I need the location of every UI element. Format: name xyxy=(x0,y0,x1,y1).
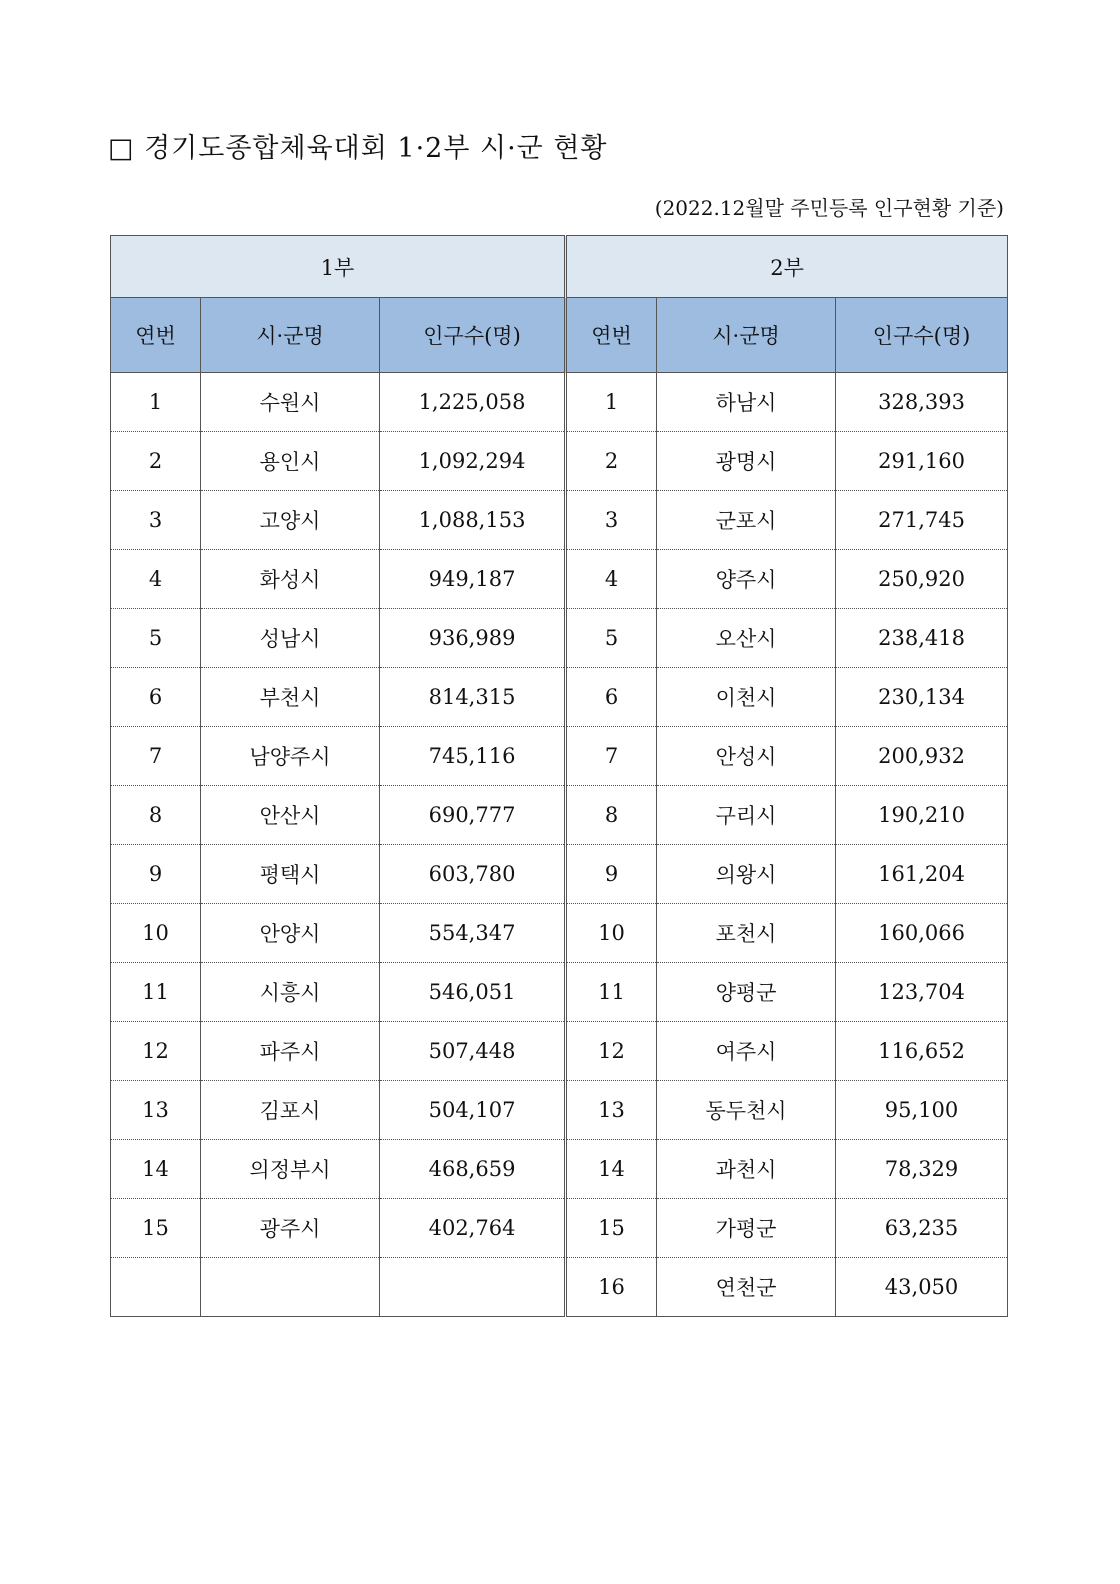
population-cell: 402,764 xyxy=(380,1199,566,1258)
city-name-cell: 연천군 xyxy=(657,1258,836,1317)
population-cell: 814,315 xyxy=(380,668,566,727)
column-header-population: 인구수(명) xyxy=(836,298,1008,373)
table-row xyxy=(111,609,1008,668)
city-name-cell: 부천시 xyxy=(201,668,380,727)
row-no-cell: 11 xyxy=(566,963,657,1022)
city-name-cell: 포천시 xyxy=(657,904,836,963)
table-row xyxy=(111,373,1008,432)
city-name-cell: 화성시 xyxy=(201,550,380,609)
column-header-no: 연번 xyxy=(566,298,657,373)
row-no-cell: 15 xyxy=(111,1199,201,1258)
table-row xyxy=(111,550,1008,609)
row-no-cell: 15 xyxy=(566,1199,657,1258)
population-cell: 116,652 xyxy=(836,1022,1008,1081)
group-header-2: 2부 xyxy=(566,236,1008,298)
table-row xyxy=(111,963,1008,1022)
column-header-population: 인구수(명) xyxy=(380,298,566,373)
population-cell: 554,347 xyxy=(380,904,566,963)
population-cell: 690,777 xyxy=(380,786,566,845)
row-no-cell: 6 xyxy=(566,668,657,727)
population-cell: 190,210 xyxy=(836,786,1008,845)
row-no-cell xyxy=(111,1258,201,1317)
population-cell: 160,066 xyxy=(836,904,1008,963)
city-name-cell: 군포시 xyxy=(657,491,836,550)
row-no-cell: 14 xyxy=(566,1140,657,1199)
row-no-cell: 13 xyxy=(111,1081,201,1140)
row-no-cell: 8 xyxy=(111,786,201,845)
table-row xyxy=(111,904,1008,963)
row-no-cell: 10 xyxy=(566,904,657,963)
population-cell: 328,393 xyxy=(836,373,1008,432)
population-cell: 161,204 xyxy=(836,845,1008,904)
row-no-cell: 5 xyxy=(111,609,201,668)
row-no-cell: 1 xyxy=(111,373,201,432)
group-header-row xyxy=(111,236,1008,298)
row-no-cell: 8 xyxy=(566,786,657,845)
row-no-cell: 16 xyxy=(566,1258,657,1317)
city-name-cell: 오산시 xyxy=(657,609,836,668)
city-name-cell: 의왕시 xyxy=(657,845,836,904)
city-name-cell: 양주시 xyxy=(657,550,836,609)
row-no-cell: 13 xyxy=(566,1081,657,1140)
table-row xyxy=(111,1140,1008,1199)
table-row xyxy=(111,1258,1008,1317)
row-no-cell: 9 xyxy=(566,845,657,904)
row-no-cell: 6 xyxy=(111,668,201,727)
row-no-cell: 3 xyxy=(111,491,201,550)
population-cell: 1,225,058 xyxy=(380,373,566,432)
table-row xyxy=(111,1081,1008,1140)
column-header-city: 시·군명 xyxy=(201,298,380,373)
table-row xyxy=(111,491,1008,550)
group-header-1: 1부 xyxy=(111,236,566,298)
page-title: □ 경기도종합체육대회 1·2부 시·군 현황 xyxy=(108,133,608,164)
population-cell: 504,107 xyxy=(380,1081,566,1140)
city-name-cell: 남양주시 xyxy=(201,727,380,786)
population-cell: 43,050 xyxy=(836,1258,1008,1317)
population-cell: 1,092,294 xyxy=(380,432,566,491)
city-name-cell: 파주시 xyxy=(201,1022,380,1081)
population-cell: 200,932 xyxy=(836,727,1008,786)
city-name-cell: 안양시 xyxy=(201,904,380,963)
row-no-cell: 2 xyxy=(111,432,201,491)
city-name-cell: 의정부시 xyxy=(201,1140,380,1199)
table-body xyxy=(111,373,1008,1317)
row-no-cell: 5 xyxy=(566,609,657,668)
city-name-cell: 가평군 xyxy=(657,1199,836,1258)
city-name-cell: 여주시 xyxy=(657,1022,836,1081)
row-no-cell: 14 xyxy=(111,1140,201,1199)
population-cell xyxy=(380,1258,566,1317)
population-cell: 936,989 xyxy=(380,609,566,668)
population-cell: 78,329 xyxy=(836,1140,1008,1199)
population-cell: 230,134 xyxy=(836,668,1008,727)
data-basis-note: (2022.12월말 주민등록 인구현황 기준) xyxy=(654,196,1004,220)
table-row xyxy=(111,727,1008,786)
table-row xyxy=(111,1199,1008,1258)
city-name-cell: 김포시 xyxy=(201,1081,380,1140)
city-name-cell: 하남시 xyxy=(657,373,836,432)
row-no-cell: 12 xyxy=(111,1022,201,1081)
city-name-cell: 과천시 xyxy=(657,1140,836,1199)
column-header-city: 시·군명 xyxy=(657,298,836,373)
population-cell: 63,235 xyxy=(836,1199,1008,1258)
row-no-cell: 11 xyxy=(111,963,201,1022)
population-cell: 238,418 xyxy=(836,609,1008,668)
table-row xyxy=(111,668,1008,727)
city-name-cell: 광명시 xyxy=(657,432,836,491)
city-name-cell: 시흥시 xyxy=(201,963,380,1022)
column-header-row xyxy=(111,298,1008,373)
row-no-cell: 4 xyxy=(566,550,657,609)
population-cell: 1,088,153 xyxy=(380,491,566,550)
row-no-cell: 3 xyxy=(566,491,657,550)
population-table xyxy=(110,235,1008,1317)
population-cell: 468,659 xyxy=(380,1140,566,1199)
city-name-cell: 안성시 xyxy=(657,727,836,786)
city-name-cell: 동두천시 xyxy=(657,1081,836,1140)
city-name-cell: 양평군 xyxy=(657,963,836,1022)
population-cell: 745,116 xyxy=(380,727,566,786)
row-no-cell: 1 xyxy=(566,373,657,432)
row-no-cell: 10 xyxy=(111,904,201,963)
city-name-cell: 이천시 xyxy=(657,668,836,727)
city-name-cell: 광주시 xyxy=(201,1199,380,1258)
table-row xyxy=(111,845,1008,904)
row-no-cell: 2 xyxy=(566,432,657,491)
population-cell: 123,704 xyxy=(836,963,1008,1022)
city-name-cell: 수원시 xyxy=(201,373,380,432)
population-cell: 250,920 xyxy=(836,550,1008,609)
city-name-cell: 성남시 xyxy=(201,609,380,668)
city-name-cell: 평택시 xyxy=(201,845,380,904)
population-cell: 291,160 xyxy=(836,432,1008,491)
table-row xyxy=(111,1022,1008,1081)
population-cell: 95,100 xyxy=(836,1081,1008,1140)
population-cell: 949,187 xyxy=(380,550,566,609)
city-name-cell xyxy=(201,1258,380,1317)
row-no-cell: 7 xyxy=(111,727,201,786)
row-no-cell: 7 xyxy=(566,727,657,786)
city-name-cell: 안산시 xyxy=(201,786,380,845)
table-row xyxy=(111,786,1008,845)
row-no-cell: 9 xyxy=(111,845,201,904)
population-cell: 546,051 xyxy=(380,963,566,1022)
city-name-cell: 용인시 xyxy=(201,432,380,491)
row-no-cell: 4 xyxy=(111,550,201,609)
city-name-cell: 구리시 xyxy=(657,786,836,845)
population-cell: 603,780 xyxy=(380,845,566,904)
row-no-cell: 12 xyxy=(566,1022,657,1081)
city-name-cell: 고양시 xyxy=(201,491,380,550)
table-row xyxy=(111,432,1008,491)
column-header-no: 연번 xyxy=(111,298,201,373)
population-cell: 271,745 xyxy=(836,491,1008,550)
population-cell: 507,448 xyxy=(380,1022,566,1081)
